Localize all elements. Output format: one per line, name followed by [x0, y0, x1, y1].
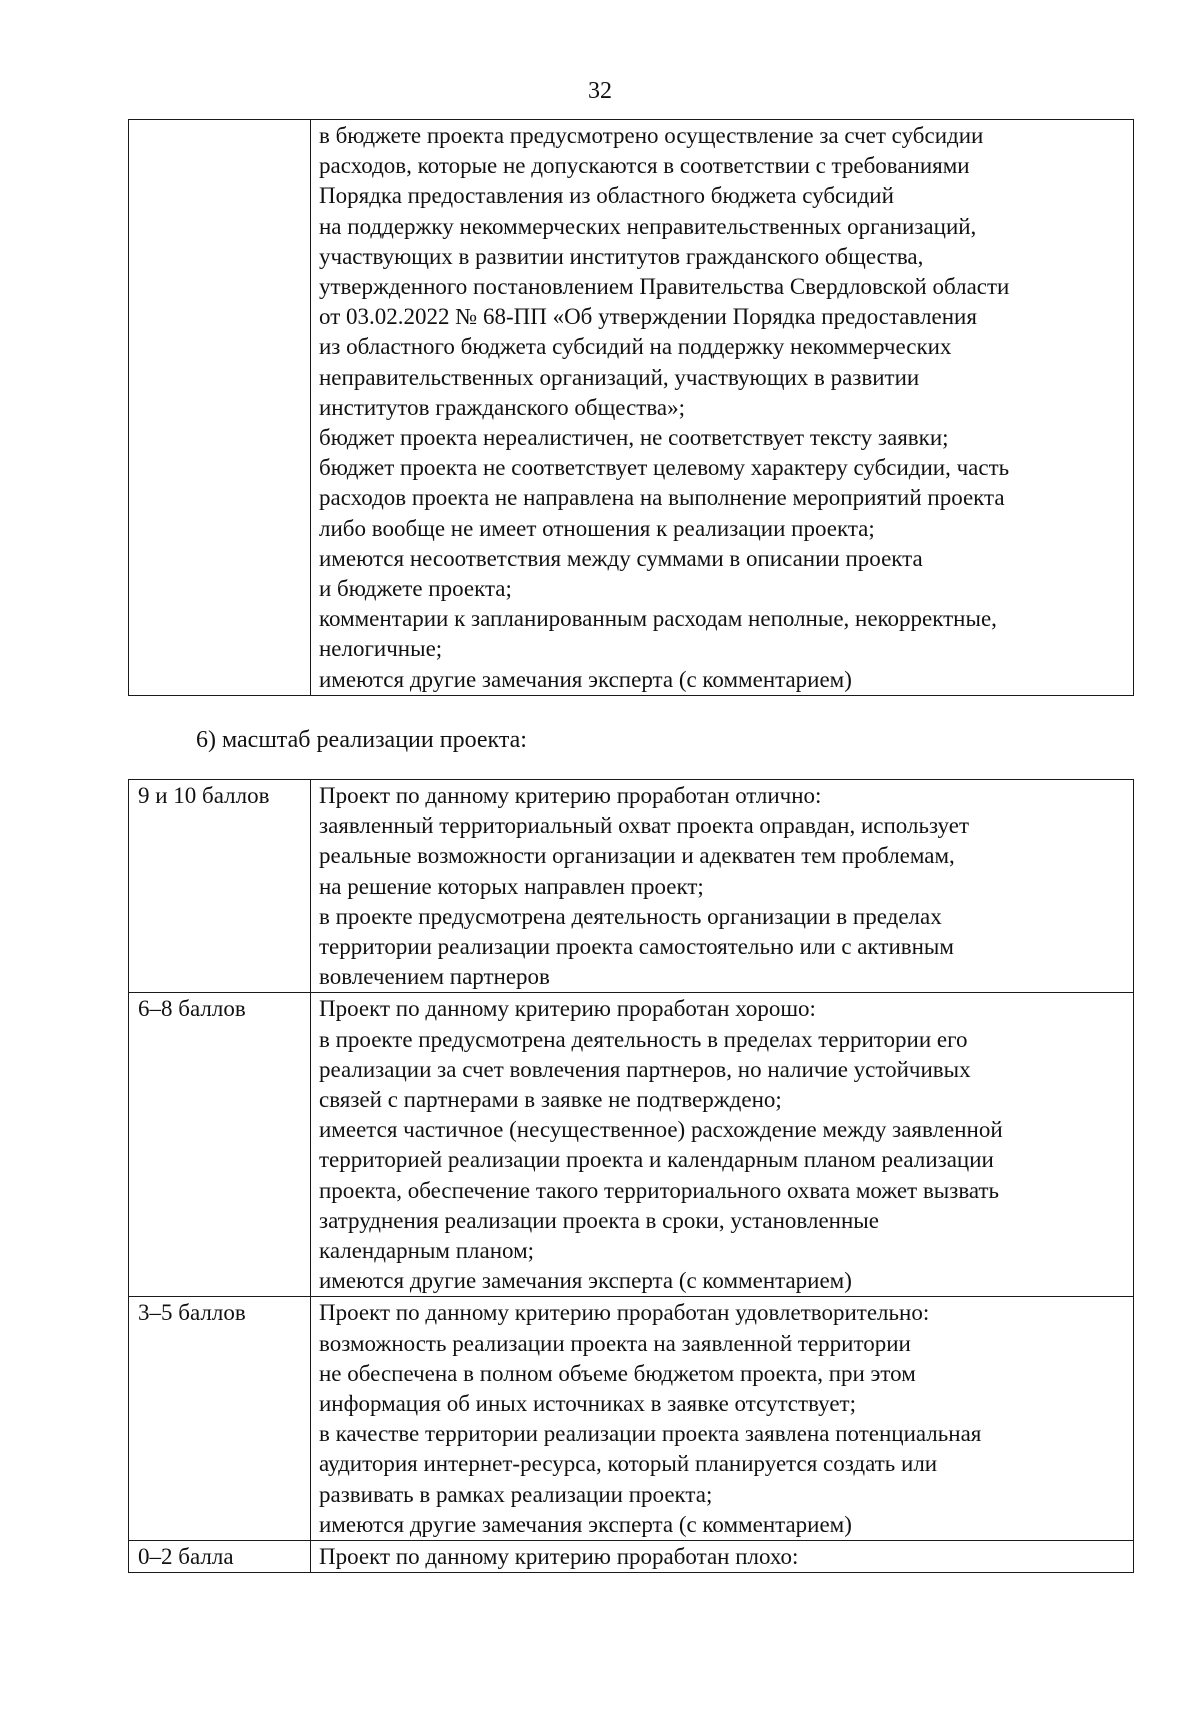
text-line: в качестве территории реализации проекта заявлена потенциальная: [319, 1421, 982, 1447]
text-line: связей с партнерами в заявке не подтверждено;: [319, 1087, 782, 1113]
table-row: [129, 120, 1134, 696]
criteria-table-continued: [128, 119, 1134, 696]
text-line: развивать в рамках реализации проекта;: [319, 1481, 713, 1507]
description-cell: [311, 993, 1134, 1297]
text-line: реализации за счет вовлечения партнеров, но наличие устойчивых: [319, 1056, 971, 1082]
score-cell: 0–2 балла: [129, 1541, 311, 1573]
text-line: Проект по данному критерию проработан удовлетворительно:: [319, 1300, 930, 1326]
text-line: из областного бюджета субсидий на поддержку некоммерческих: [319, 334, 952, 360]
text-line: расходов, которые не допускаются в соответствии с требованиями: [319, 153, 970, 179]
text-line: вовлечением партнеров: [319, 964, 550, 990]
description-cell: [311, 120, 1134, 696]
text-line: Порядка предоставления из областного бюджета субсидий: [319, 183, 894, 209]
text-line: территорией реализации проекта и календарным планом реализации: [319, 1147, 994, 1173]
text-line: бюджет проекта нереалистичен, не соответствует тексту заявки;: [319, 425, 949, 451]
text-line: Проект по данному критерию проработан отлично:: [319, 783, 822, 808]
text-line: аудитория интернет-ресурса, который планируется создать или: [319, 1451, 938, 1477]
text-line: в проекте предусмотрена деятельность в пределах территории его: [319, 1026, 968, 1052]
section-heading: 6) масштаб реализации проекта:: [196, 727, 527, 753]
scale-criteria-table: [128, 779, 1134, 1573]
text-line: имеются другие замечания эксперта (с комментарием): [319, 666, 852, 692]
description-cell: [311, 780, 1134, 993]
text-line: либо вообще не имеет отношения к реализации проекта;: [319, 515, 875, 541]
text-line: информация об иных источниках в заявке отсутствует;: [319, 1391, 856, 1417]
table-row: [129, 1297, 1134, 1541]
text-line: имеются другие замечания эксперта (с комментарием): [319, 1268, 852, 1294]
description-cell: [311, 1297, 1134, 1541]
text-line: имеются несоответствия между суммами в описании проекта: [319, 545, 923, 571]
text-line: на поддержку некоммерческих неправительственных организаций,: [319, 213, 977, 239]
table-row: [129, 780, 1134, 993]
text-line: от 03.02.2022 № 68-ПП «Об утверждении Порядка предоставления: [319, 304, 977, 330]
text-line: в проекте предусмотрена деятельность организации в пределах: [319, 903, 942, 929]
text-line: проекта, обеспечение такого территориального охвата может вызвать: [319, 1177, 1000, 1203]
text-line: на решение которых направлен проект;: [319, 873, 704, 899]
text-line: неправительственных организаций, участвующих в развитии: [319, 364, 920, 390]
text-line: комментарии к запланированным расходам неполные, некорректные,: [319, 606, 997, 632]
score-cell: 6–8 баллов: [129, 993, 311, 1297]
text-line: Проект по данному критерию проработан плохо:: [319, 1544, 799, 1570]
text-line: в бюджете проекта предусмотрено осуществление за счет субсидии: [319, 123, 984, 148]
text-line: и бюджете проекта;: [319, 576, 512, 602]
text-line: институтов гражданского общества»;: [319, 394, 685, 420]
page-number: 32: [588, 78, 612, 104]
score-cell: 3–5 баллов: [129, 1297, 311, 1541]
score-cell: [129, 120, 311, 696]
text-line: не обеспечена в полном объеме бюджетом проекта, при этом: [319, 1360, 916, 1386]
text-line: заявленный территориальный охват проекта оправдан, использует: [319, 813, 969, 839]
text-line: имеется частичное (несущественное) расхождение между заявленной: [319, 1117, 1003, 1143]
score-cell: 9 и 10 баллов: [129, 780, 311, 993]
text-line: затруднения реализации проекта в сроки, установленные: [319, 1207, 879, 1233]
description-cell: [311, 1541, 1134, 1573]
text-line: возможность реализации проекта на заявленной территории: [319, 1330, 911, 1356]
text-line: календарным планом;: [319, 1238, 535, 1264]
text-line: расходов проекта не направлена на выполнение мероприятий проекта: [319, 485, 1005, 511]
text-line: Проект по данному критерию проработан хорошо:: [319, 996, 816, 1022]
table-row: [129, 993, 1134, 1297]
text-line: реальные возможности организации и адекватен тем проблемам,: [319, 843, 955, 869]
text-line: нелогичные;: [319, 636, 443, 662]
text-line: имеются другие замечания эксперта (с комментарием): [319, 1511, 852, 1537]
text-line: бюджет проекта не соответствует целевому характеру субсидии, часть: [319, 455, 1010, 481]
table-row: [129, 1541, 1134, 1573]
text-line: участвующих в развитии институтов гражданского общества,: [319, 243, 924, 269]
text-line: утвержденного постановлением Правительства Свердловской области: [319, 274, 1010, 300]
text-line: территории реализации проекта самостоятельно или с активным: [319, 934, 954, 960]
